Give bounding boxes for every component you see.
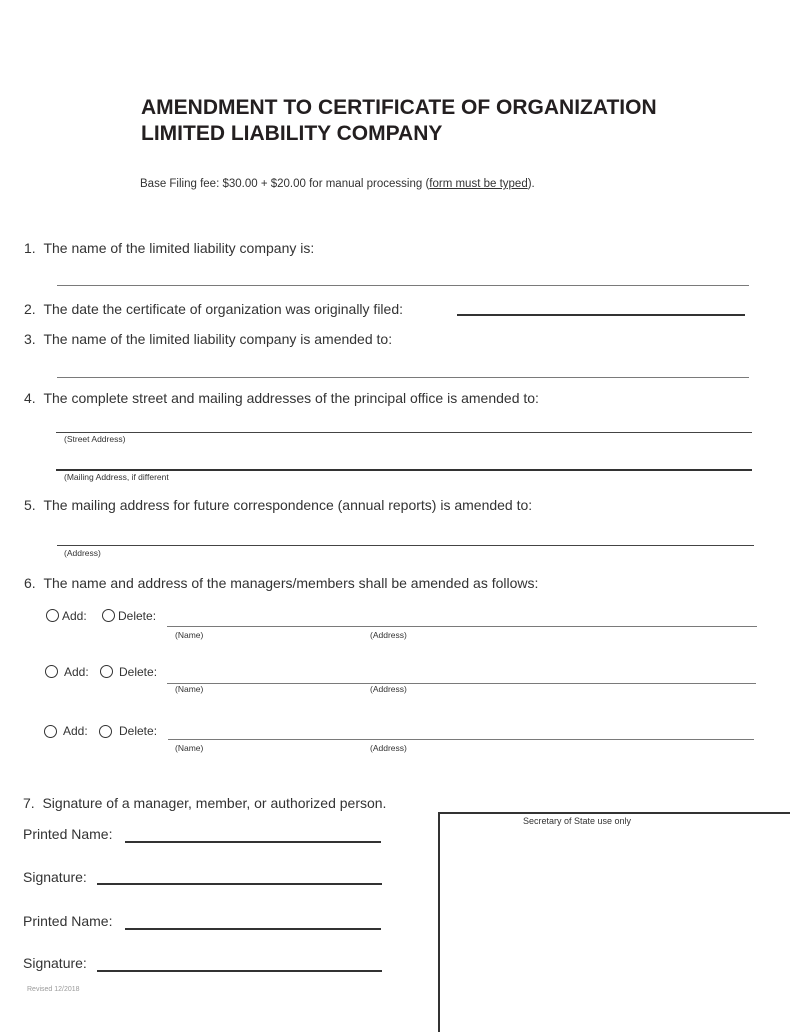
name-caption-3: (Name) (175, 743, 204, 753)
mailing-address-line (56, 469, 752, 471)
item-2-label: 2. The date the certificate of organization was originally filed: (24, 301, 403, 317)
add-label-1: Add: (62, 609, 87, 623)
secretary-of-state-label: Secretary of State use only (523, 816, 632, 826)
member-line-2 (167, 683, 756, 684)
amended-llc-name-input[interactable] (57, 358, 753, 378)
signature-line-2 (97, 970, 382, 972)
item-4-label: 4. The complete street and mailing addresses of the principal office is amended to: (24, 390, 539, 406)
signature-line-1 (97, 883, 382, 885)
correspondence-address-line (57, 545, 754, 546)
add-radio-2[interactable] (45, 665, 58, 678)
form-title-line2: LIMITED LIABILITY COMPANY (141, 122, 443, 145)
delete-label-1: Delete: (118, 609, 157, 623)
fee-text: Base Filing fee: $30.00 + $20.00 for manual processing ( (140, 178, 430, 190)
add-label-3: Add: (63, 724, 88, 738)
add-radio-1[interactable] (46, 609, 59, 622)
member-input-1[interactable] (167, 608, 761, 628)
member-input-3[interactable] (168, 721, 758, 741)
address-caption-1: (Address) (370, 630, 407, 640)
add-radio-3[interactable] (44, 725, 57, 738)
item-3-label: 3. The name of the limited liability company is amended to: (24, 331, 393, 347)
mailing-address-input[interactable] (56, 451, 756, 471)
printed-name-line-2 (125, 928, 381, 930)
signature-label-2: Signature: (23, 955, 87, 971)
original-filing-date-line (457, 314, 745, 316)
llc-name-line (57, 285, 749, 286)
member-line-3 (168, 739, 754, 740)
item-5-label: 5. The mailing address for future correspondence (annual reports) is amended to: (24, 497, 533, 513)
amended-llc-name-line (57, 377, 749, 378)
delete-label-2: Delete: (119, 665, 158, 679)
street-address-caption: (Street Address) (64, 434, 126, 444)
delete-radio-3[interactable] (99, 725, 112, 738)
item-1-label: 1. The name of the limited liability company is: (24, 240, 315, 256)
member-line-1 (167, 626, 757, 627)
fee-suffix: ). (527, 178, 535, 190)
street-address-line (56, 432, 752, 433)
secretary-of-state-box (438, 812, 790, 1032)
revised-date: Revised 12/2018 (27, 986, 80, 993)
member-input-2[interactable] (167, 665, 760, 685)
name-caption-1: (Name) (175, 630, 204, 640)
printed-name-line-1 (125, 841, 381, 843)
address-caption-2: (Address) (370, 684, 407, 694)
delete-label-3: Delete: (119, 724, 158, 738)
printed-name-label-2: Printed Name: (23, 913, 113, 929)
correspondence-address-caption: (Address) (64, 548, 101, 558)
printed-name-label-1: Printed Name: (23, 826, 113, 842)
street-address-input[interactable] (56, 414, 756, 434)
form-must-be-typed-note: form must be typed (429, 178, 528, 190)
delete-radio-2[interactable] (100, 665, 113, 678)
correspondence-address-input[interactable] (57, 527, 758, 547)
filing-fee-note (140, 178, 535, 190)
form-title-line1: AMENDMENT TO CERTIFICATE OF ORGANIZATION (141, 96, 657, 119)
item-6-label: 6. The name and address of the managers/members shall be amended as follows: (24, 575, 539, 591)
mailing-address-caption: (Mailing Address, if different (64, 472, 169, 482)
add-label-2: Add: (64, 665, 89, 679)
signature-label-1: Signature: (23, 869, 87, 885)
item-7-label: 7. Signature of a manager, member, or authorized person. (23, 795, 387, 811)
delete-radio-1[interactable] (102, 609, 115, 622)
llc-name-input[interactable] (57, 266, 753, 286)
name-caption-2: (Name) (175, 684, 204, 694)
address-caption-3: (Address) (370, 743, 407, 753)
